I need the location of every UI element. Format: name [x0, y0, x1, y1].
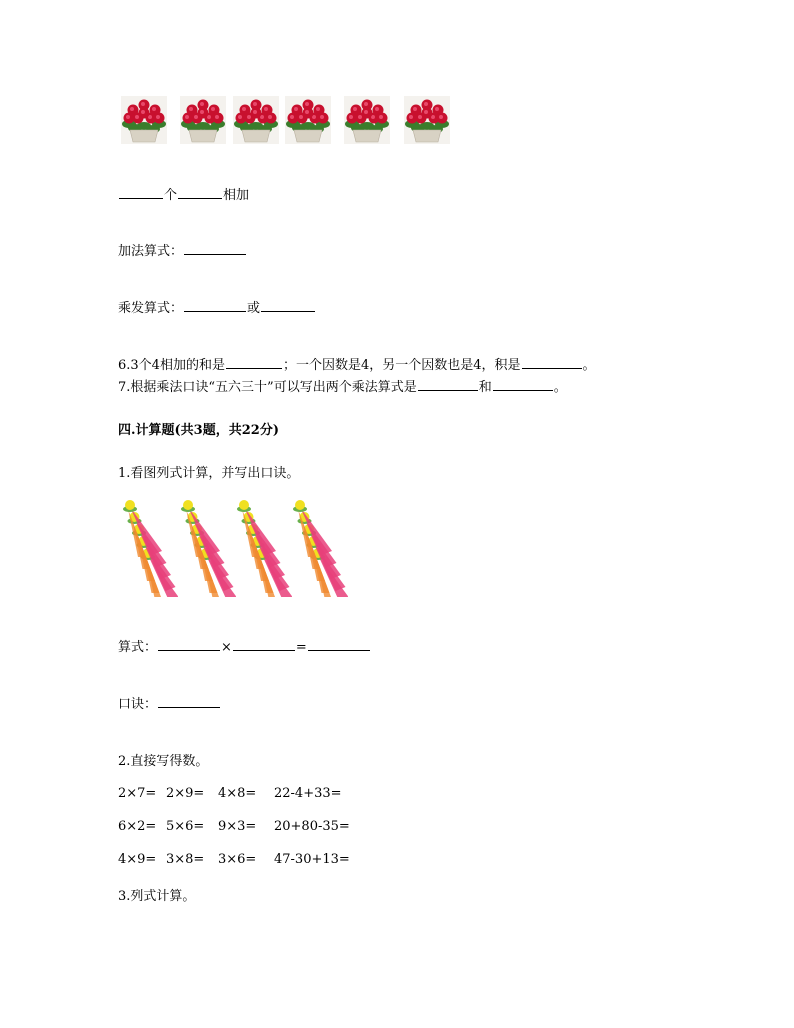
potted-flower-icon [121, 96, 167, 144]
calc-item: 47-30+13= [274, 852, 350, 867]
answer-blank[interactable] [158, 636, 220, 651]
question-7 [118, 376, 567, 395]
calc-item: 20+80-35= [274, 819, 350, 834]
text-xiangjia: 相加 [223, 188, 250, 203]
answer-blank[interactable] [233, 636, 295, 651]
addition-label: 加法算式： [118, 244, 184, 259]
multiplication-formula-line [118, 297, 316, 316]
calc-item: 2×9= [166, 786, 205, 801]
text-and: 和 [478, 380, 492, 395]
shuttlecock-stack-icon [288, 497, 348, 597]
calc-question-3: 3.列式计算。 [118, 889, 196, 904]
text-ge: 个 [164, 188, 178, 203]
answer-blank[interactable] [418, 376, 478, 391]
calc-item: 5×6= [166, 819, 205, 834]
potted-flower-icon [233, 96, 279, 144]
count-addends-line [118, 184, 249, 203]
calc-item: 9×3= [218, 819, 257, 834]
calc-item: 22-4+33= [274, 786, 342, 801]
answer-blank[interactable] [178, 184, 222, 199]
q7-end: 。 [553, 380, 567, 395]
answer-blank[interactable] [184, 297, 246, 312]
calc-item: 3×8= [166, 852, 205, 867]
calc-item: 2×7= [118, 786, 157, 801]
answer-blank[interactable] [522, 354, 582, 369]
answer-blank[interactable] [493, 376, 553, 391]
formula-label: 算式： [118, 640, 158, 655]
rhyme-line [118, 693, 221, 712]
answer-blank[interactable] [119, 184, 163, 199]
equals-sign: = [295, 640, 307, 655]
calc-question-1: 1.看图列式计算，并写出口诀。 [118, 466, 300, 481]
multiplication-label: 乘发算式： [118, 301, 184, 316]
section-heading: 四.计算题(共3题，共22分) [118, 423, 279, 438]
formula-line [118, 636, 371, 655]
rhyme-label: 口诀： [118, 697, 158, 712]
answer-blank[interactable] [261, 297, 315, 312]
potted-flower-icon [344, 96, 390, 144]
times-sign: × [221, 640, 232, 655]
shuttlecock-stack-icon [232, 497, 292, 597]
calc-row [118, 786, 342, 801]
answer-blank[interactable] [226, 354, 282, 369]
potted-flower-icon [404, 96, 450, 144]
potted-flower-icon [285, 96, 331, 144]
calc-item: 6×2= [118, 819, 157, 834]
calc-item: 3×6= [218, 852, 257, 867]
calc-item: 4×9= [118, 852, 157, 867]
shuttlecock-stack-icon [118, 497, 178, 597]
shuttlecock-stack-icon [176, 497, 236, 597]
calc-item: 4×8= [218, 786, 257, 801]
answer-blank[interactable] [308, 636, 370, 651]
potted-flower-icon [180, 96, 226, 144]
calc-row [118, 852, 350, 867]
q7-text: 7.根据乘法口诀“五六三十”可以写出两个乘法算式是 [118, 380, 417, 395]
calc-row [118, 819, 350, 834]
text-or: 或 [247, 301, 261, 316]
answer-blank[interactable] [184, 240, 246, 255]
addition-formula-line [118, 240, 247, 259]
answer-blank[interactable] [158, 693, 220, 708]
q6-text-part2: ；一个因数是4，另一个因数也是4，积是 [282, 358, 521, 373]
calc-question-2: 2.直接写得数。 [118, 754, 209, 769]
q6-end: 。 [582, 358, 596, 373]
question-6 [118, 354, 596, 373]
q6-text-part1: 6.3个4相加的和是 [118, 358, 225, 373]
